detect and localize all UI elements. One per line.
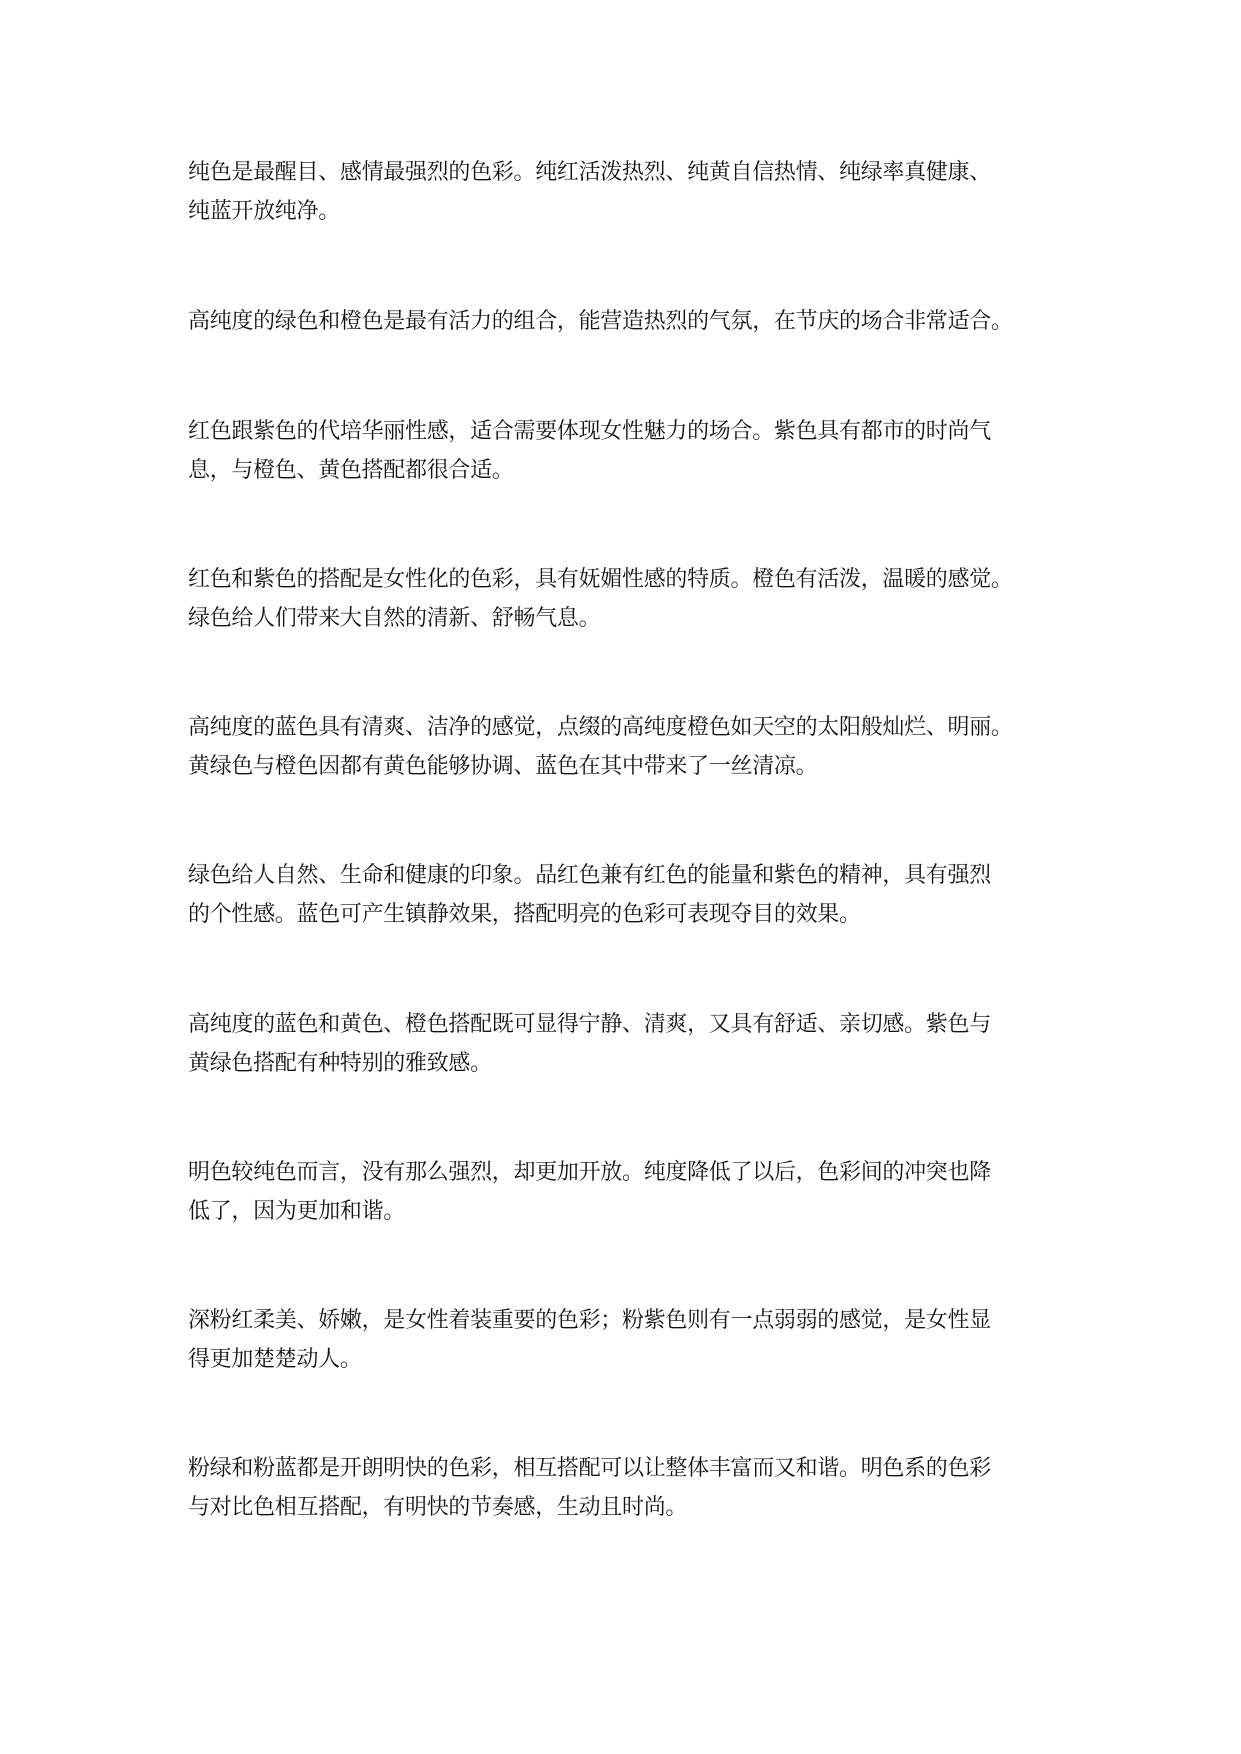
text-line: 纯蓝开放纯净。 (188, 199, 340, 224)
paragraph (188, 856, 1088, 934)
text-line: 高纯度的蓝色具有清爽、洁净的感觉，点缀的高纯度橙色如天空的太阳般灿烂、明丽。 (188, 715, 1013, 740)
text-line: 高纯度的蓝色和黄色、橙色搭配既可显得宁静、清爽，又具有舒适、亲切感。紫色与 (188, 1012, 991, 1037)
paragraph (188, 153, 1088, 231)
text-line: 息，与橙色、黄色搭配都很合适。 (188, 458, 514, 483)
paragraph (188, 560, 1088, 638)
text-line: 低了，因为更加和谐。 (188, 1199, 406, 1224)
text-line: 绿色给人自然、生命和健康的印象。品红色兼有红色的能量和紫色的精神，具有强烈 (188, 863, 991, 888)
text-line: 纯色是最醒目、感情最强烈的色彩。纯红活泼热烈、纯黄自信热情、纯绿率真健康、 (188, 160, 991, 185)
text-line: 的个性感。蓝色可产生镇静效果，搭配明亮的色彩可表现夺目的效果。 (188, 902, 861, 927)
text-line: 与对比色相互搭配，有明快的节奏感，生动且时尚。 (188, 1495, 688, 1520)
text-line: 红色跟紫色的代培华丽性感，适合需要体现女性魅力的场合。紫色具有都市的时尚气 (188, 419, 991, 444)
text-line: 黄绿色与橙色因都有黄色能够协调、蓝色在其中带来了一丝清凉。 (188, 754, 818, 779)
paragraph (188, 708, 1088, 786)
text-line: 得更加楚楚动人。 (188, 1347, 362, 1372)
paragraph (188, 302, 1088, 341)
text-line: 高纯度的绿色和橙色是最有活力的组合，能营造热烈的气氛，在节庆的场合非常适合。 (188, 309, 1013, 334)
paragraph (188, 1153, 1088, 1231)
text-line: 粉绿和粉蓝都是开朗明快的色彩，相互搭配可以让整体丰富而又和谐。明色系的色彩 (188, 1456, 991, 1481)
text-line: 红色和紫色的搭配是女性化的色彩，具有妩媚性感的特质。橙色有活泼，温暖的感觉。 (188, 567, 1013, 592)
paragraph (188, 412, 1088, 490)
paragraph (188, 1301, 1088, 1379)
paragraph (188, 1005, 1088, 1083)
text-line: 黄绿色搭配有种特别的雅致感。 (188, 1051, 492, 1076)
text-line: 绿色给人们带来大自然的清新、舒畅气息。 (188, 606, 601, 631)
paragraph (188, 1449, 1088, 1527)
text-line: 深粉红柔美、娇嫩，是女性着装重要的色彩；粉紫色则有一点弱弱的感觉，是女性显 (188, 1308, 991, 1333)
text-line: 明色较纯色而言，没有那么强烈，却更加开放。纯度降低了以后，色彩间的冲突也降 (188, 1160, 991, 1185)
